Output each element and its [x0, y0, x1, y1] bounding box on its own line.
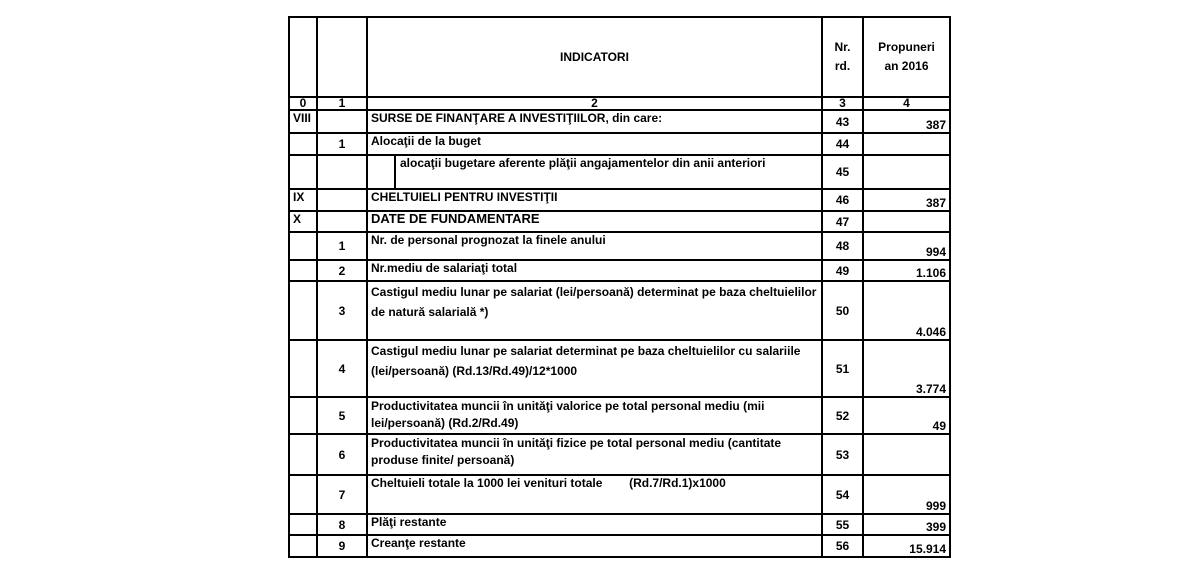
- rd-cell: 48: [822, 232, 863, 260]
- num-cell: 4: [317, 340, 367, 396]
- indicators-table: [288, 16, 951, 558]
- value-cell: 387: [863, 189, 950, 210]
- table-row: [289, 514, 950, 535]
- index-cell: 3: [822, 97, 863, 110]
- rd-cell: 55: [822, 514, 863, 535]
- header-col1: [317, 17, 367, 97]
- index-cell: 2: [367, 97, 822, 110]
- header-col0: [289, 17, 317, 97]
- label-cell: SURSE DE FINANŢARE A INVESTIŢIILOR, din care:: [367, 110, 822, 133]
- value-cell: 399: [863, 514, 950, 535]
- header-nr-rd: Nr. rd.: [822, 17, 863, 97]
- roman-cell: [289, 340, 317, 396]
- index-row: [289, 97, 950, 110]
- table-row: [289, 281, 950, 340]
- roman-cell: [289, 514, 317, 535]
- roman-cell: [289, 232, 317, 260]
- roman-cell: X: [289, 211, 317, 232]
- roman-cell: VIII: [289, 110, 317, 133]
- table-row: [289, 232, 950, 260]
- rd-cell: 45: [822, 155, 863, 190]
- rd-cell: 44: [822, 133, 863, 154]
- label-cell: Nr.mediu de salariaţi total: [367, 260, 822, 281]
- value-cell: 3.774: [863, 340, 950, 396]
- num-cell: [317, 155, 367, 190]
- rd-cell: 53: [822, 434, 863, 475]
- label-cell: Castigul mediu lunar pe salariat determinat pe baza cheltuielilor cu salariile (lei/persoană) (Rd.13/Rd.49)/12*1000: [367, 340, 822, 396]
- num-cell: 2: [317, 260, 367, 281]
- value-cell: [863, 133, 950, 154]
- roman-cell: [289, 535, 317, 557]
- roman-cell: [289, 475, 317, 514]
- rd-cell: 46: [822, 189, 863, 210]
- label-cell: Alocaţii de la buget: [367, 133, 822, 154]
- label-cell: Creanţe restante: [367, 535, 822, 557]
- label-cell: Productivitatea muncii în unităţi valorice pe total personal mediu (mii lei/persoană) (Rd.2/Rd.49): [367, 397, 822, 435]
- num-cell: [317, 211, 367, 232]
- num-cell: [317, 110, 367, 133]
- value-cell: 15.914: [863, 535, 950, 557]
- num-cell: 5: [317, 397, 367, 435]
- roman-cell: [289, 155, 317, 190]
- roman-cell: [289, 260, 317, 281]
- value-cell: [863, 155, 950, 190]
- value-cell: [863, 434, 950, 475]
- num-cell: 1: [317, 133, 367, 154]
- rd-cell: 56: [822, 535, 863, 557]
- num-cell: 1: [317, 232, 367, 260]
- label-cell: Castigul mediu lunar pe salariat (lei/persoană) determinat pe baza cheltuielilor de natură salarială *): [367, 281, 822, 340]
- index-cell: 4: [863, 97, 950, 110]
- header-propuneri: Propuneri an 2016: [863, 17, 950, 97]
- roman-cell: [289, 434, 317, 475]
- table-row: [289, 340, 950, 396]
- rd-cell: 49: [822, 260, 863, 281]
- label-cell: Nr. de personal prognozat la finele anului: [367, 232, 822, 260]
- label-cell: Productivitatea muncii în unităţi fizice pe total personal mediu (cantitate produse finite/ persoană): [367, 434, 822, 475]
- num-cell: 3: [317, 281, 367, 340]
- label-cell: CHELTUIELI PENTRU INVESTIŢII: [367, 189, 822, 210]
- indent-stub: [368, 156, 396, 189]
- table-row: [289, 260, 950, 281]
- value-cell: 387: [863, 110, 950, 133]
- table-row: [289, 211, 950, 232]
- num-cell: 8: [317, 514, 367, 535]
- index-cell: 1: [317, 97, 367, 110]
- rd-cell: 52: [822, 397, 863, 435]
- rd-cell: 51: [822, 340, 863, 396]
- value-cell: [863, 211, 950, 232]
- header-row: [289, 17, 950, 97]
- label-cell: Plăţi restante: [367, 514, 822, 535]
- rd-cell: 47: [822, 211, 863, 232]
- roman-cell: [289, 133, 317, 154]
- num-cell: 9: [317, 535, 367, 557]
- table-row: [289, 189, 950, 210]
- table-row: [289, 535, 950, 557]
- value-cell: 49: [863, 397, 950, 435]
- table-row: [289, 155, 950, 190]
- label-cell: Cheltuieli totale la 1000 lei venituri totale (Rd.7/Rd.1)x1000: [367, 475, 822, 514]
- table-row: [289, 475, 950, 514]
- rd-cell: 50: [822, 281, 863, 340]
- index-cell: 0: [289, 97, 317, 110]
- roman-cell: IX: [289, 189, 317, 210]
- roman-cell: [289, 281, 317, 340]
- table-row: [289, 133, 950, 154]
- label-cell: [367, 155, 822, 190]
- table-row: [289, 434, 950, 475]
- sub-label: alocaţii bugetare aferente plăţii angajamentelor din anii anteriori: [400, 155, 766, 170]
- num-cell: 6: [317, 434, 367, 475]
- table-row: [289, 397, 950, 435]
- header-indicatori: INDICATORI: [367, 17, 822, 97]
- num-cell: 7: [317, 475, 367, 514]
- label-cell: DATE DE FUNDAMENTARE: [367, 211, 822, 232]
- value-cell: 1.106: [863, 260, 950, 281]
- roman-cell: [289, 397, 317, 435]
- value-cell: 999: [863, 475, 950, 514]
- table-row: [289, 110, 950, 133]
- value-cell: 4.046: [863, 281, 950, 340]
- num-cell: [317, 189, 367, 210]
- rd-cell: 43: [822, 110, 863, 133]
- rd-cell: 54: [822, 475, 863, 514]
- value-cell: 994: [863, 232, 950, 260]
